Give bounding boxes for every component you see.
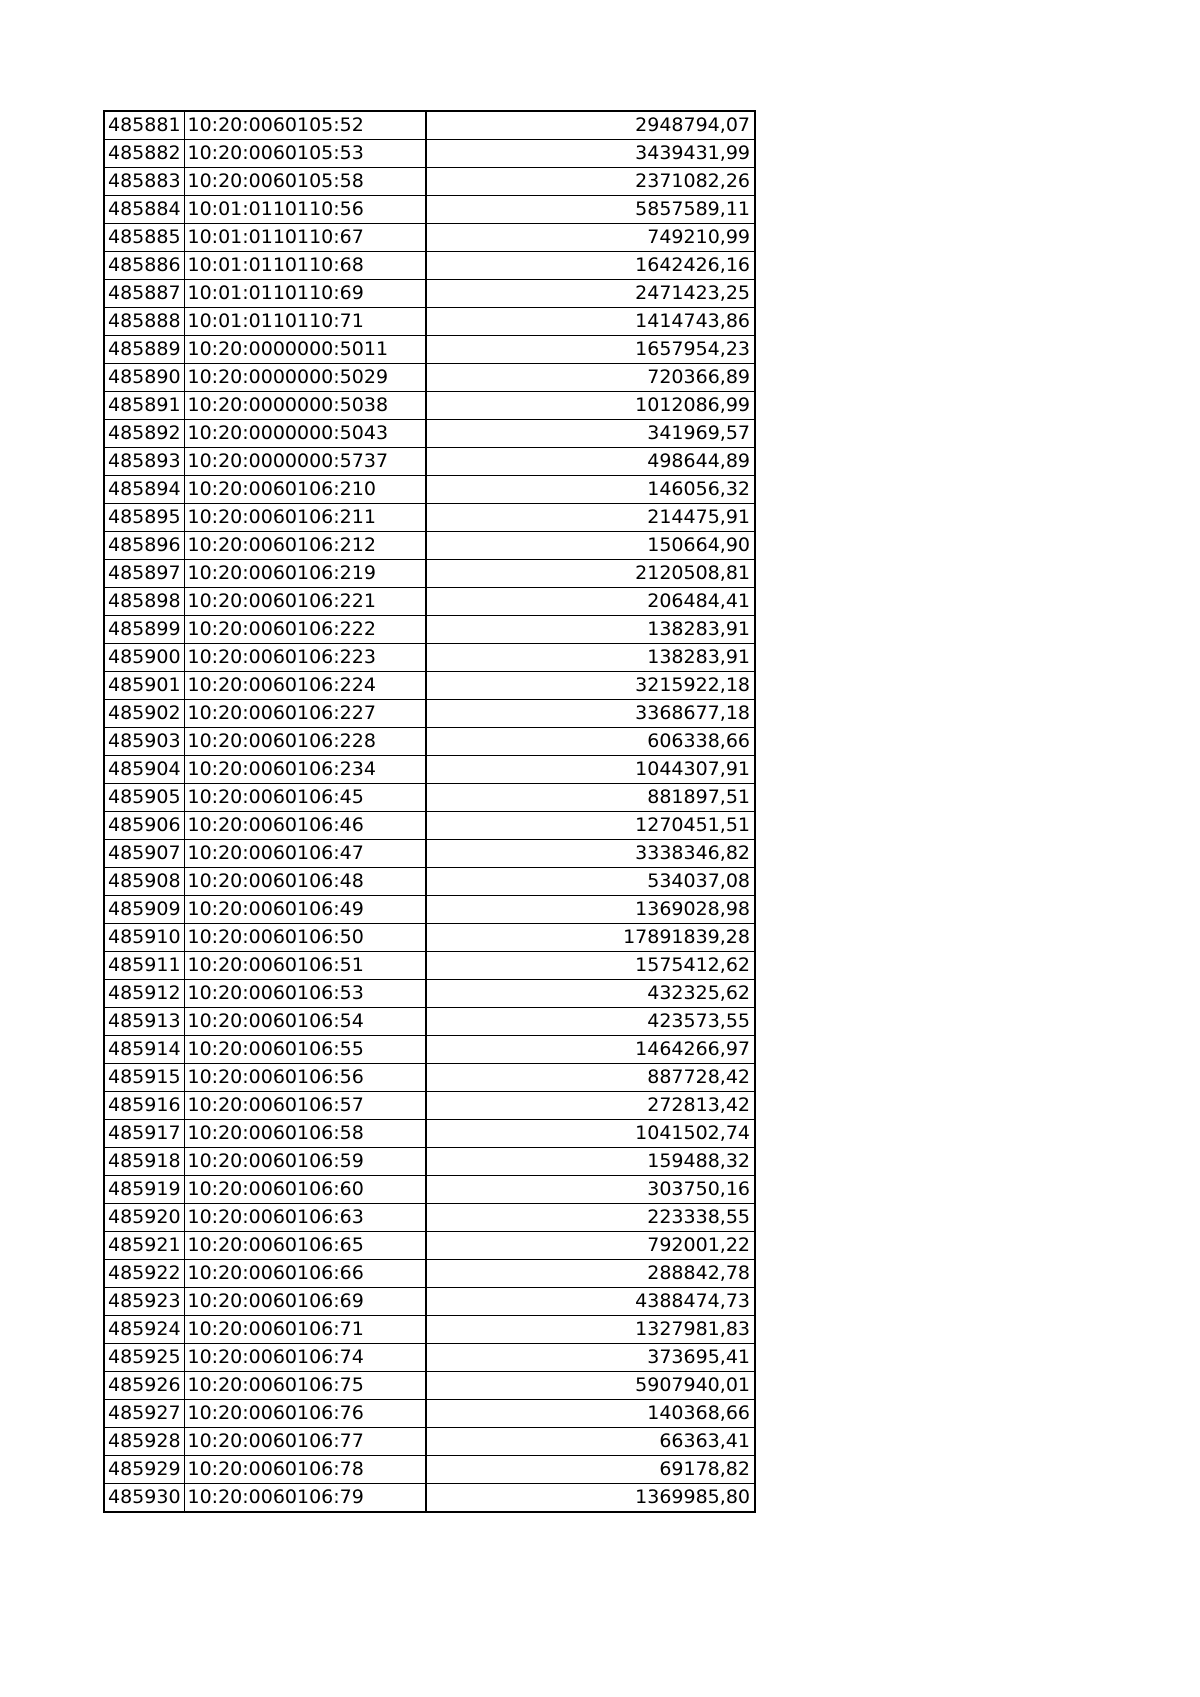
value-cell: 1414743,86	[426, 308, 755, 336]
value-cell: 887728,42	[426, 1064, 755, 1092]
cadastral-number-cell: 10:01:0110110:56	[184, 196, 426, 224]
value-cell: 1369985,80	[426, 1484, 755, 1513]
cadastral-number-cell: 10:20:0060106:69	[184, 1288, 426, 1316]
row-number-cell: 485916	[104, 1092, 184, 1120]
cadastral-number-cell: 10:20:0060106:75	[184, 1372, 426, 1400]
value-cell: 2371082,26	[426, 168, 755, 196]
row-number-cell: 485909	[104, 896, 184, 924]
cadastral-number-cell: 10:01:0110110:69	[184, 280, 426, 308]
table-row	[104, 784, 755, 812]
cadastral-number-cell: 10:20:0060106:212	[184, 532, 426, 560]
table-row	[104, 756, 755, 784]
row-number-cell: 485890	[104, 364, 184, 392]
row-number-cell: 485923	[104, 1288, 184, 1316]
cadastral-number-cell: 10:20:0060106:228	[184, 728, 426, 756]
cadastral-number-cell: 10:01:0110110:68	[184, 252, 426, 280]
value-cell: 5857589,11	[426, 196, 755, 224]
value-cell: 214475,91	[426, 504, 755, 532]
row-number-cell: 485910	[104, 924, 184, 952]
row-number-cell: 485900	[104, 644, 184, 672]
row-number-cell: 485901	[104, 672, 184, 700]
value-cell: 373695,41	[426, 1344, 755, 1372]
table-row	[104, 700, 755, 728]
row-number-cell: 485886	[104, 252, 184, 280]
row-number-cell: 485888	[104, 308, 184, 336]
cadastral-number-cell: 10:20:0060106:74	[184, 1344, 426, 1372]
value-cell: 1464266,97	[426, 1036, 755, 1064]
cadastral-number-cell: 10:20:0000000:5038	[184, 392, 426, 420]
row-number-cell: 485885	[104, 224, 184, 252]
cadastral-number-cell: 10:20:0060106:58	[184, 1120, 426, 1148]
value-cell: 1642426,16	[426, 252, 755, 280]
cadastral-number-cell: 10:20:0000000:5029	[184, 364, 426, 392]
row-number-cell: 485908	[104, 868, 184, 896]
value-cell: 146056,32	[426, 476, 755, 504]
cadastral-number-cell: 10:20:0060106:234	[184, 756, 426, 784]
row-number-cell: 485918	[104, 1148, 184, 1176]
cadastral-number-cell: 10:20:0060106:224	[184, 672, 426, 700]
row-number-cell: 485881	[104, 111, 184, 140]
cadastral-number-cell: 10:20:0060106:210	[184, 476, 426, 504]
table-row	[104, 672, 755, 700]
value-cell: 720366,89	[426, 364, 755, 392]
value-cell: 792001,22	[426, 1232, 755, 1260]
row-number-cell: 485896	[104, 532, 184, 560]
table-row	[104, 1400, 755, 1428]
value-cell: 881897,51	[426, 784, 755, 812]
table-row	[104, 252, 755, 280]
value-cell: 1575412,62	[426, 952, 755, 980]
row-number-cell: 485882	[104, 140, 184, 168]
table-row	[104, 111, 755, 140]
value-cell: 3368677,18	[426, 700, 755, 728]
row-number-cell: 485883	[104, 168, 184, 196]
value-cell: 1327981,83	[426, 1316, 755, 1344]
table-row	[104, 1092, 755, 1120]
cadastral-number-cell: 10:20:0060105:58	[184, 168, 426, 196]
row-number-cell: 485925	[104, 1344, 184, 1372]
table-row	[104, 868, 755, 896]
row-number-cell: 485895	[104, 504, 184, 532]
table-row	[104, 1316, 755, 1344]
value-cell: 303750,16	[426, 1176, 755, 1204]
value-cell: 1041502,74	[426, 1120, 755, 1148]
table-row	[104, 280, 755, 308]
table-row	[104, 392, 755, 420]
cadastral-number-cell: 10:20:0060106:65	[184, 1232, 426, 1260]
value-cell: 2471423,25	[426, 280, 755, 308]
cadastral-number-cell: 10:20:0000000:5043	[184, 420, 426, 448]
row-number-cell: 485913	[104, 1008, 184, 1036]
value-cell: 1270451,51	[426, 812, 755, 840]
cadastral-number-cell: 10:20:0060106:60	[184, 1176, 426, 1204]
table-row	[104, 1176, 755, 1204]
table-row	[104, 1428, 755, 1456]
cadastral-number-cell: 10:20:0060106:76	[184, 1400, 426, 1428]
table-row	[104, 476, 755, 504]
cadastral-number-cell: 10:20:0060106:66	[184, 1260, 426, 1288]
data-table	[103, 110, 756, 1513]
row-number-cell: 485893	[104, 448, 184, 476]
value-cell: 4388474,73	[426, 1288, 755, 1316]
table-row	[104, 644, 755, 672]
value-cell: 423573,55	[426, 1008, 755, 1036]
row-number-cell: 485894	[104, 476, 184, 504]
row-number-cell: 485919	[104, 1176, 184, 1204]
cadastral-number-cell: 10:20:0060106:221	[184, 588, 426, 616]
table-row	[104, 336, 755, 364]
table-row	[104, 1484, 755, 1513]
cadastral-number-cell: 10:20:0060106:50	[184, 924, 426, 952]
row-number-cell: 485905	[104, 784, 184, 812]
table-row	[104, 1148, 755, 1176]
value-cell: 17891839,28	[426, 924, 755, 952]
table-row	[104, 1232, 755, 1260]
row-number-cell: 485898	[104, 588, 184, 616]
cadastral-number-cell: 10:20:0000000:5011	[184, 336, 426, 364]
table-row	[104, 224, 755, 252]
row-number-cell: 485907	[104, 840, 184, 868]
cadastral-number-cell: 10:20:0060106:223	[184, 644, 426, 672]
cadastral-number-cell: 10:20:0060105:52	[184, 111, 426, 140]
table-row	[104, 1456, 755, 1484]
table-row	[104, 1008, 755, 1036]
table-row	[104, 1260, 755, 1288]
table-row	[104, 308, 755, 336]
value-cell: 138283,91	[426, 616, 755, 644]
value-cell: 1012086,99	[426, 392, 755, 420]
cadastral-number-cell: 10:20:0060106:55	[184, 1036, 426, 1064]
cadastral-number-cell: 10:01:0110110:71	[184, 308, 426, 336]
table-row	[104, 1064, 755, 1092]
table-body	[104, 111, 755, 1512]
table-row	[104, 728, 755, 756]
value-cell: 159488,32	[426, 1148, 755, 1176]
row-number-cell: 485926	[104, 1372, 184, 1400]
row-number-cell: 485899	[104, 616, 184, 644]
row-number-cell: 485929	[104, 1456, 184, 1484]
row-number-cell: 485897	[104, 560, 184, 588]
cadastral-number-cell: 10:20:0060106:78	[184, 1456, 426, 1484]
cadastral-number-cell: 10:20:0060106:51	[184, 952, 426, 980]
table-row	[104, 588, 755, 616]
table-row	[104, 196, 755, 224]
row-number-cell: 485915	[104, 1064, 184, 1092]
value-cell: 66363,41	[426, 1428, 755, 1456]
value-cell: 5907940,01	[426, 1372, 755, 1400]
row-number-cell: 485911	[104, 952, 184, 980]
row-number-cell: 485927	[104, 1400, 184, 1428]
value-cell: 606338,66	[426, 728, 755, 756]
row-number-cell: 485922	[104, 1260, 184, 1288]
value-cell: 206484,41	[426, 588, 755, 616]
cadastral-number-cell: 10:20:0060106:71	[184, 1316, 426, 1344]
table-row	[104, 420, 755, 448]
table-row	[104, 168, 755, 196]
value-cell: 272813,42	[426, 1092, 755, 1120]
value-cell: 2120508,81	[426, 560, 755, 588]
row-number-cell: 485930	[104, 1484, 184, 1513]
table-row	[104, 1204, 755, 1232]
value-cell: 223338,55	[426, 1204, 755, 1232]
value-cell: 498644,89	[426, 448, 755, 476]
table-row	[104, 812, 755, 840]
row-number-cell: 485920	[104, 1204, 184, 1232]
value-cell: 1369028,98	[426, 896, 755, 924]
cadastral-number-cell: 10:20:0060106:227	[184, 700, 426, 728]
table-row	[104, 616, 755, 644]
row-number-cell: 485917	[104, 1120, 184, 1148]
row-number-cell: 485912	[104, 980, 184, 1008]
row-number-cell: 485892	[104, 420, 184, 448]
cadastral-number-cell: 10:01:0110110:67	[184, 224, 426, 252]
row-number-cell: 485914	[104, 1036, 184, 1064]
row-number-cell: 485887	[104, 280, 184, 308]
value-cell: 1044307,91	[426, 756, 755, 784]
cadastral-number-cell: 10:20:0060106:63	[184, 1204, 426, 1232]
table-row	[104, 1036, 755, 1064]
value-cell: 3338346,82	[426, 840, 755, 868]
cadastral-number-cell: 10:20:0060106:59	[184, 1148, 426, 1176]
table-row	[104, 924, 755, 952]
cadastral-number-cell: 10:20:0060106:53	[184, 980, 426, 1008]
row-number-cell: 485903	[104, 728, 184, 756]
value-cell: 288842,78	[426, 1260, 755, 1288]
cadastral-number-cell: 10:20:0000000:5737	[184, 448, 426, 476]
row-number-cell: 485906	[104, 812, 184, 840]
cadastral-number-cell: 10:20:0060106:56	[184, 1064, 426, 1092]
cadastral-number-cell: 10:20:0060106:219	[184, 560, 426, 588]
table-row	[104, 896, 755, 924]
table-row	[104, 1120, 755, 1148]
cadastral-number-cell: 10:20:0060106:211	[184, 504, 426, 532]
value-cell: 1657954,23	[426, 336, 755, 364]
cadastral-number-cell: 10:20:0060106:79	[184, 1484, 426, 1513]
row-number-cell: 485902	[104, 700, 184, 728]
table-row	[104, 1288, 755, 1316]
row-number-cell: 485904	[104, 756, 184, 784]
cadastral-number-cell: 10:20:0060106:49	[184, 896, 426, 924]
table-row	[104, 1344, 755, 1372]
row-number-cell: 485924	[104, 1316, 184, 1344]
value-cell: 432325,62	[426, 980, 755, 1008]
table-row	[104, 560, 755, 588]
row-number-cell: 485921	[104, 1232, 184, 1260]
table-row	[104, 504, 755, 532]
cadastral-number-cell: 10:20:0060106:222	[184, 616, 426, 644]
value-cell: 69178,82	[426, 1456, 755, 1484]
value-cell: 140368,66	[426, 1400, 755, 1428]
table-row	[104, 952, 755, 980]
cadastral-number-cell: 10:20:0060106:47	[184, 840, 426, 868]
table-row	[104, 140, 755, 168]
value-cell: 138283,91	[426, 644, 755, 672]
row-number-cell: 485891	[104, 392, 184, 420]
table-row	[104, 1372, 755, 1400]
cadastral-number-cell: 10:20:0060106:46	[184, 812, 426, 840]
cadastral-number-cell: 10:20:0060106:45	[184, 784, 426, 812]
value-cell: 749210,99	[426, 224, 755, 252]
value-cell: 534037,08	[426, 868, 755, 896]
row-number-cell: 485928	[104, 1428, 184, 1456]
value-cell: 150664,90	[426, 532, 755, 560]
value-cell: 341969,57	[426, 420, 755, 448]
table-row	[104, 364, 755, 392]
cadastral-number-cell: 10:20:0060106:57	[184, 1092, 426, 1120]
row-number-cell: 485889	[104, 336, 184, 364]
value-cell: 3439431,99	[426, 140, 755, 168]
table-row	[104, 448, 755, 476]
table-row	[104, 532, 755, 560]
cadastral-number-cell: 10:20:0060106:77	[184, 1428, 426, 1456]
table-row	[104, 840, 755, 868]
table-row	[104, 980, 755, 1008]
cadastral-number-cell: 10:20:0060106:48	[184, 868, 426, 896]
value-cell: 3215922,18	[426, 672, 755, 700]
row-number-cell: 485884	[104, 196, 184, 224]
value-cell: 2948794,07	[426, 111, 755, 140]
cadastral-number-cell: 10:20:0060105:53	[184, 140, 426, 168]
cadastral-number-cell: 10:20:0060106:54	[184, 1008, 426, 1036]
